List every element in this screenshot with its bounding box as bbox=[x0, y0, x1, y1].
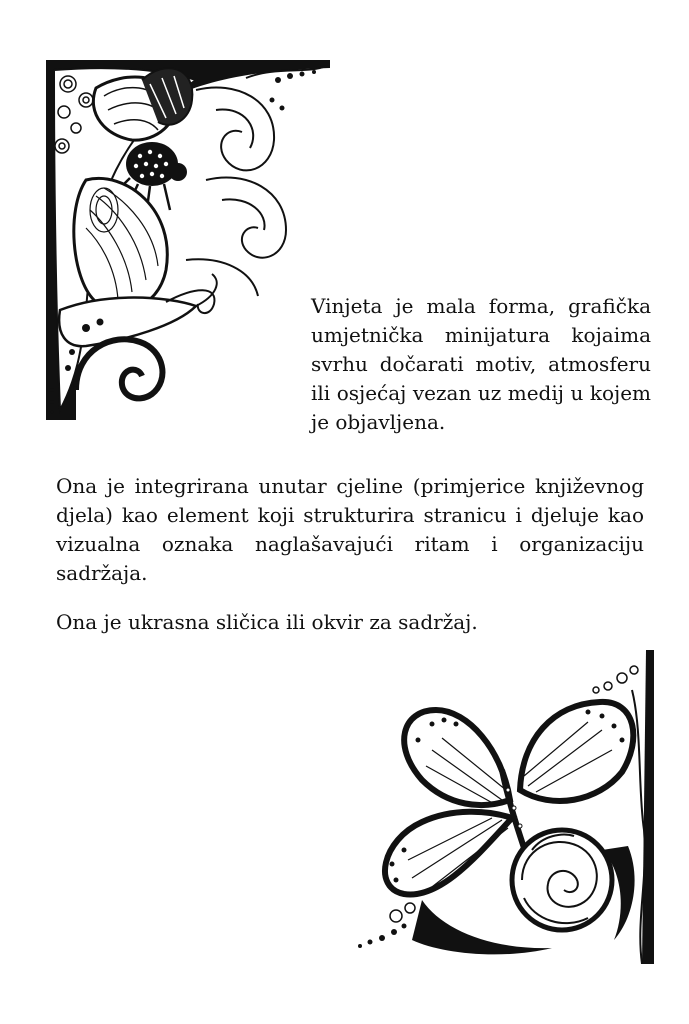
integration-paragraph: Ona je integrirana unutar cjeline (primjerice književnog djela) kao element koji strukturira stranicu i djeluje kao vizualna oznaka naglašavajući ritam i organizaciju sadržaja. bbox=[56, 474, 644, 585]
decoration-paragraph: Ona je ukrasna sličica ili okvir za sadržaj. bbox=[56, 610, 478, 634]
butterfly-rose-vignette bbox=[352, 650, 654, 964]
insect-swirl-vignette bbox=[46, 60, 330, 420]
intro-paragraph: Vinjeta je mala forma, grafička umjetnička minijatura kojaima svrhu dočarati motiv, atmosferu ili osjećaj vezan uz medij u kojem je objavljena. bbox=[311, 294, 651, 434]
